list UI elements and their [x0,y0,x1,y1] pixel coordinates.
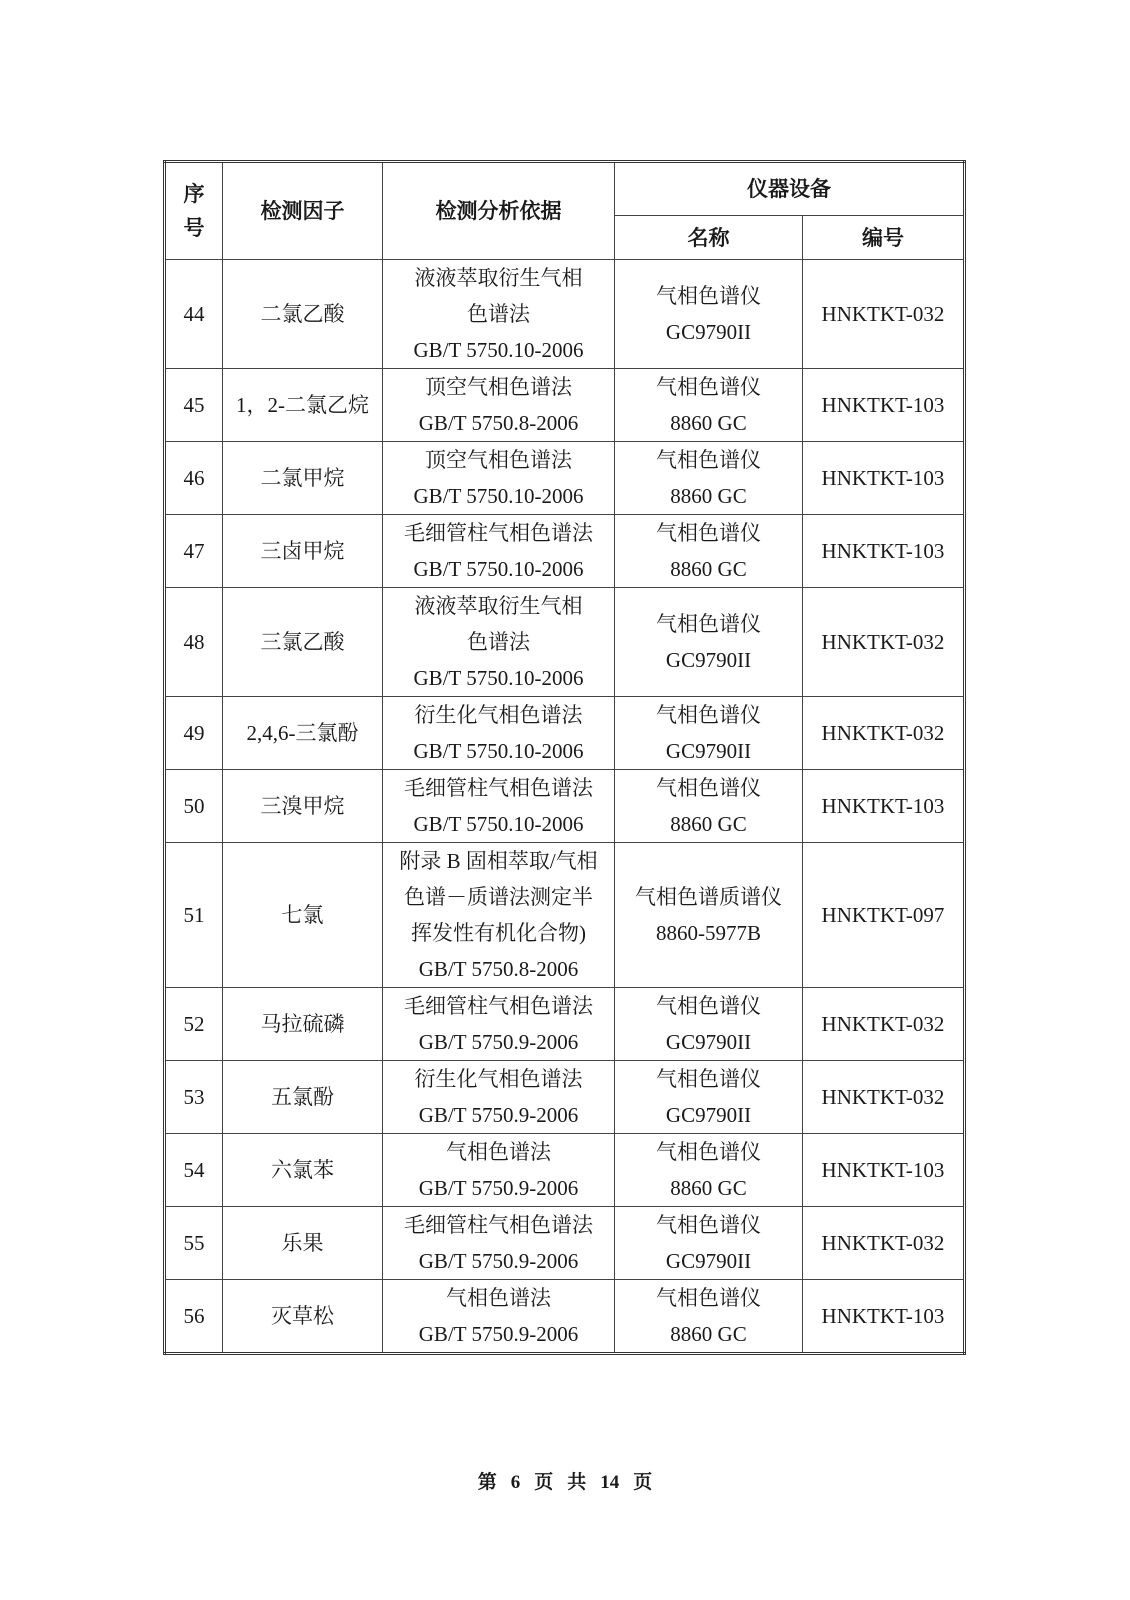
cell-factor: 三氯乙酸 [223,588,383,697]
cell-factor: 三卤甲烷 [223,515,383,588]
cell-basis-line: GB/T 5750.8-2006 [418,957,579,981]
cell-basis-line: 附录 B 固相萃取/气相 [399,849,598,873]
cell-equip-code: HNKTKT-032 [803,260,965,369]
cell-seq: 51 [165,843,223,988]
cell-basis [383,843,615,988]
cell-equip-name-line: 气相色谱仪 [656,1067,761,1091]
cell-basis-line: GB/T 5750.9-2006 [418,1176,579,1200]
cell-basis-line: 挥发性有机化合物) [411,921,586,945]
cell-equip-name-line: 气相色谱仪 [656,284,761,308]
cell-basis-line: 顶空气相色谱法 [425,375,572,399]
cell-equip-name-line: 气相色谱仪 [656,1213,761,1237]
cell-equip-name [615,770,803,843]
table-row [165,697,965,770]
table-row [165,770,965,843]
cell-basis [383,442,615,515]
cell-basis-line: 气相色谱法 [446,1286,551,1310]
cell-equip-name [615,1280,803,1354]
cell-equip-code: HNKTKT-103 [803,1280,965,1354]
cell-equip-name-line: 气相色谱仪 [656,776,761,800]
cell-factor: 二氯甲烷 [223,442,383,515]
cell-basis-line: 色谱法 [467,302,530,326]
cell-seq: 45 [165,369,223,442]
header-equip-name: 名称 [615,216,803,260]
cell-factor: 七氯 [223,843,383,988]
table-row [165,260,965,369]
cell-seq: 55 [165,1207,223,1280]
cell-basis-line: GB/T 5750.9-2006 [418,1322,579,1346]
cell-equip-name-line: 气相色谱仪 [656,1140,761,1164]
cell-equip-name-line: 气相色谱仪 [656,521,761,545]
cell-equip-code: HNKTKT-032 [803,988,965,1061]
cell-equip-name-line: 8860 GC [670,484,747,508]
cell-equip-name [615,442,803,515]
cell-basis [383,770,615,843]
cell-factor: 1，2-二氯乙烷 [223,369,383,442]
cell-basis-line: GB/T 5750.8-2006 [418,411,579,435]
page-footer [0,1467,1130,1494]
cell-equip-name [615,369,803,442]
table-body [165,260,965,1354]
header-equipment: 仪器设备 [615,162,965,216]
cell-seq: 50 [165,770,223,843]
cell-basis-line: GB/T 5750.9-2006 [418,1249,579,1273]
table-row [165,1280,965,1354]
cell-factor: 三溴甲烷 [223,770,383,843]
cell-factor: 灭草松 [223,1280,383,1354]
cell-basis-line: 衍生化气相色谱法 [414,1067,583,1091]
cell-equip-name-line: 气相色谱仪 [656,612,761,636]
cell-equip-name-line: GC9790II [665,320,752,344]
header-seq: 序号 [165,162,223,260]
cell-equip-name-line: 8860 GC [670,1322,747,1346]
cell-equip-name [615,1207,803,1280]
table-row [165,843,965,988]
header-factor: 检测因子 [223,162,383,260]
cell-basis-line: 毛细管柱气相色谱法 [404,1213,593,1237]
footer-suffix: 页 [633,1472,653,1493]
footer-page-number: 6 [510,1472,521,1493]
cell-basis-line: 毛细管柱气相色谱法 [404,994,593,1018]
equipment-table [163,160,966,1355]
cell-equip-code: HNKTKT-103 [803,770,965,843]
cell-equip-name-line: GC9790II [665,648,752,672]
cell-factor: 马拉硫磷 [223,988,383,1061]
cell-basis-line: 色谱法 [467,630,530,654]
footer-total-pages: 14 [600,1472,620,1493]
cell-basis [383,1134,615,1207]
cell-basis-line: GB/T 5750.10-2006 [413,812,584,836]
cell-equip-code: HNKTKT-032 [803,588,965,697]
cell-basis-line: GB/T 5750.10-2006 [413,739,584,763]
cell-equip-code: HNKTKT-097 [803,843,965,988]
header-basis: 检测分析依据 [383,162,615,260]
cell-equip-name-line: 8860 GC [670,1176,747,1200]
cell-equip-code: HNKTKT-103 [803,369,965,442]
cell-equip-name-line: 8860 GC [670,411,747,435]
cell-factor: 二氯乙酸 [223,260,383,369]
cell-equip-name-line: 8860 GC [670,812,747,836]
cell-seq: 46 [165,442,223,515]
cell-equip-name-line: 气相色谱仪 [656,1286,761,1310]
table-row [165,988,965,1061]
cell-seq: 48 [165,588,223,697]
cell-basis [383,1207,615,1280]
cell-equip-name [615,1134,803,1207]
table-row [165,1061,965,1134]
cell-equip-name [615,988,803,1061]
table-row [165,369,965,442]
cell-equip-name-line: GC9790II [665,1249,752,1273]
footer-prefix: 第 [477,1472,497,1493]
cell-equip-name [615,843,803,988]
cell-basis-line: 液液萃取衍生气相 [414,266,583,290]
cell-factor: 六氯苯 [223,1134,383,1207]
cell-equip-code: HNKTKT-032 [803,697,965,770]
cell-factor: 2,4,6-三氯酚 [223,697,383,770]
cell-basis-line: 气相色谱法 [446,1140,551,1164]
cell-basis-line: 液液萃取衍生气相 [414,594,583,618]
cell-basis [383,697,615,770]
cell-equip-name-line: 气相色谱仪 [656,703,761,727]
cell-basis [383,988,615,1061]
cell-equip-name-line: 气相色谱仪 [656,448,761,472]
cell-factor: 五氯酚 [223,1061,383,1134]
cell-equip-name-line: GC9790II [665,1103,752,1127]
cell-basis [383,369,615,442]
cell-equip-name-line: 8860 GC [670,557,747,581]
cell-factor: 乐果 [223,1207,383,1280]
cell-basis-line: GB/T 5750.9-2006 [418,1103,579,1127]
cell-basis-line: GB/T 5750.10-2006 [413,338,584,362]
cell-seq: 49 [165,697,223,770]
table-row [165,588,965,697]
cell-basis-line: 毛细管柱气相色谱法 [404,521,593,545]
cell-basis-line: GB/T 5750.10-2006 [413,484,584,508]
cell-equip-name-line: 气相色谱仪 [656,375,761,399]
cell-seq: 56 [165,1280,223,1354]
cell-equip-name-line: 气相色谱质谱仪 [635,885,782,909]
cell-seq: 53 [165,1061,223,1134]
cell-equip-name [615,588,803,697]
cell-basis-line: GB/T 5750.9-2006 [418,1030,579,1054]
cell-basis-line: GB/T 5750.10-2006 [413,557,584,581]
cell-seq: 52 [165,988,223,1061]
table-row [165,515,965,588]
cell-equip-name [615,697,803,770]
table-row [165,442,965,515]
cell-basis [383,515,615,588]
cell-basis-line: 衍生化气相色谱法 [414,703,583,727]
cell-basis-line: GB/T 5750.10-2006 [413,666,584,690]
footer-total-prefix: 共 [567,1472,587,1493]
cell-basis [383,1061,615,1134]
cell-equip-name-line: GC9790II [665,739,752,763]
footer-mid: 页 [534,1472,554,1493]
cell-equip-name-line: 气相色谱仪 [656,994,761,1018]
cell-equip-name-line: 8860-5977B [656,921,761,945]
cell-seq: 44 [165,260,223,369]
table-row [165,1134,965,1207]
table-row [165,1207,965,1280]
cell-equip-code: HNKTKT-032 [803,1207,965,1280]
cell-equip-code: HNKTKT-032 [803,1061,965,1134]
cell-basis [383,588,615,697]
cell-equip-code: HNKTKT-103 [803,1134,965,1207]
cell-basis-line: 顶空气相色谱法 [425,448,572,472]
cell-seq: 54 [165,1134,223,1207]
cell-seq: 47 [165,515,223,588]
header-equip-code: 编号 [803,216,965,260]
cell-equip-name [615,515,803,588]
cell-equip-code: HNKTKT-103 [803,515,965,588]
cell-equip-name [615,260,803,369]
cell-basis-line: 色谱－质谱法测定半 [404,885,593,909]
cell-basis [383,1280,615,1354]
cell-basis [383,260,615,369]
cell-basis-line: 毛细管柱气相色谱法 [404,776,593,800]
cell-equip-code: HNKTKT-103 [803,442,965,515]
cell-equip-name [615,1061,803,1134]
cell-equip-name-line: GC9790II [665,1030,752,1054]
